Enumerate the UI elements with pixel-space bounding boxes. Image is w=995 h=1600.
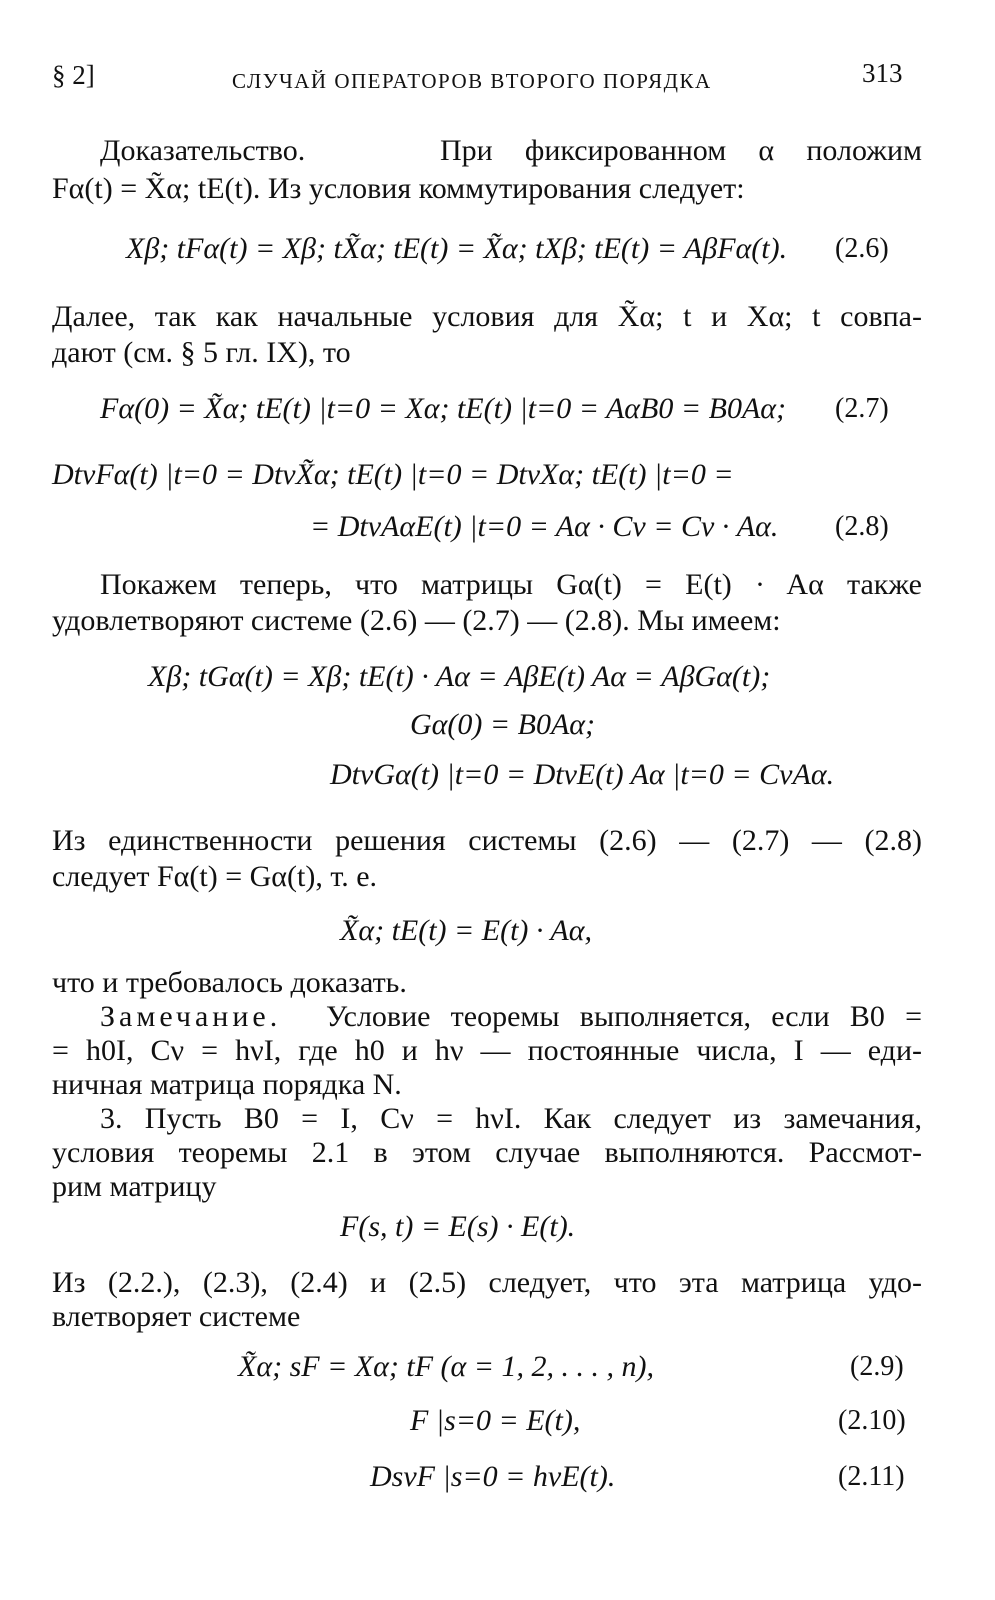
- header-page-number: 313: [862, 58, 903, 88]
- equation-g-initial: Gα(0) = B0Aα;: [410, 708, 596, 741]
- remark-line3: ничная матрица порядка N.: [52, 1068, 402, 1101]
- equation-2-7: Fα(0) = X̃α; tE(t) |t=0 = Xα; tE(t) |t=0 = AαB0 = B0Aα;: [100, 392, 787, 425]
- equation-f-def: F(s, t) = E(s) · E(t).: [340, 1210, 576, 1243]
- equation-2-8-line1: DtνFα(t) |t=0 = DtνX̃α; tE(t) |t=0 = DtνXα; tE(t) |t=0 =: [52, 458, 734, 491]
- equation-g-derivative: DtνGα(t) |t=0 = DtνE(t) Aα |t=0 = CνAα.: [330, 758, 835, 791]
- paragraph-uniqueness-line1: Из единственности решения системы (2.6) — (2.7) — (2.8): [52, 824, 922, 857]
- equation-2-10: F |s=0 = E(t),: [410, 1404, 581, 1437]
- remark-line1-rest: Условие теоремы выполняется, если B0 =: [326, 1000, 922, 1033]
- paragraph-three-line1: 3. Пусть B0 = I, Cν = hνI. Как следует из замечания,: [100, 1102, 922, 1135]
- equation-2-11: DsνF |s=0 = hνE(t).: [370, 1460, 616, 1493]
- header-section: § 2]: [52, 60, 95, 90]
- paragraph-satisfies-line2: влетворяет системе: [52, 1300, 301, 1333]
- proof-word: Доказательство.: [100, 134, 306, 167]
- remark-line2: = h0I, Cν = hνI, где h0 и hν — постоянные числа, I — еди-: [52, 1034, 922, 1067]
- paragraph-initial-conditions-line1: Далее, так как начальные условия для X̃α; t и Xα; t совпа-: [52, 300, 922, 333]
- remark-word: Замечание.: [100, 1000, 282, 1033]
- proof-line1-rest: При фиксированном α положим: [440, 134, 922, 167]
- paragraph-three-line2: условия теоремы 2.1 в этом случае выполняются. Рассмот-: [52, 1136, 922, 1169]
- paragraph-initial-conditions-line2: дают (см. § 5 гл. IX), то: [52, 336, 351, 369]
- equation-number-2-9: (2.9): [850, 1351, 904, 1382]
- header-title: СЛУЧАЙ ОПЕРАТОРОВ ВТОРОГО ПОРЯДКА: [232, 69, 712, 93]
- equation-number-2-7: (2.7): [835, 393, 889, 424]
- equation-number-2-11: (2.11): [838, 1461, 905, 1492]
- equation-number-2-8: (2.8): [835, 511, 889, 542]
- paragraph-show-line1: Покажем теперь, что матрицы Gα(t) = E(t) · Aα также: [100, 568, 922, 601]
- equation-2-8-line2: = DtνAαE(t) |t=0 = Aα · Cν = Cν · Aα.: [310, 510, 779, 543]
- paragraph-three-line3: рим матрицу: [52, 1170, 217, 1203]
- equation-g-commute: Xβ; tGα(t) = Xβ; tE(t) · Aα = AβE(t) Aα = AβGα(t);: [148, 660, 771, 693]
- paragraph-satisfies-line1: Из (2.2.), (2.3), (2.4) и (2.5) следует, что эта матрица удо-: [52, 1266, 922, 1299]
- proof-line2: Fα(t) = X̃α; tE(t). Из условия коммутирования следует:: [52, 172, 745, 205]
- equation-2-6: Xβ; tFα(t) = Xβ; tX̃α; tE(t) = X̃α; tXβ; tE(t) = AβFα(t).: [126, 232, 788, 265]
- equation-2-9: X̃α; sF = Xα; tF (α = 1, 2, . . . , n),: [238, 1350, 655, 1383]
- paragraph-show-line2: удовлетворяют системе (2.6) — (2.7) — (2.8). Мы имеем:: [52, 604, 781, 637]
- paragraph-uniqueness-line2: следует Fα(t) = Gα(t), т. е.: [52, 860, 378, 893]
- equation-x-result: X̃α; tE(t) = E(t) · Aα,: [340, 914, 592, 947]
- paragraph-qed: что и требовалось доказать.: [52, 966, 407, 999]
- equation-number-2-6: (2.6): [835, 233, 889, 264]
- equation-number-2-10: (2.10): [838, 1405, 906, 1436]
